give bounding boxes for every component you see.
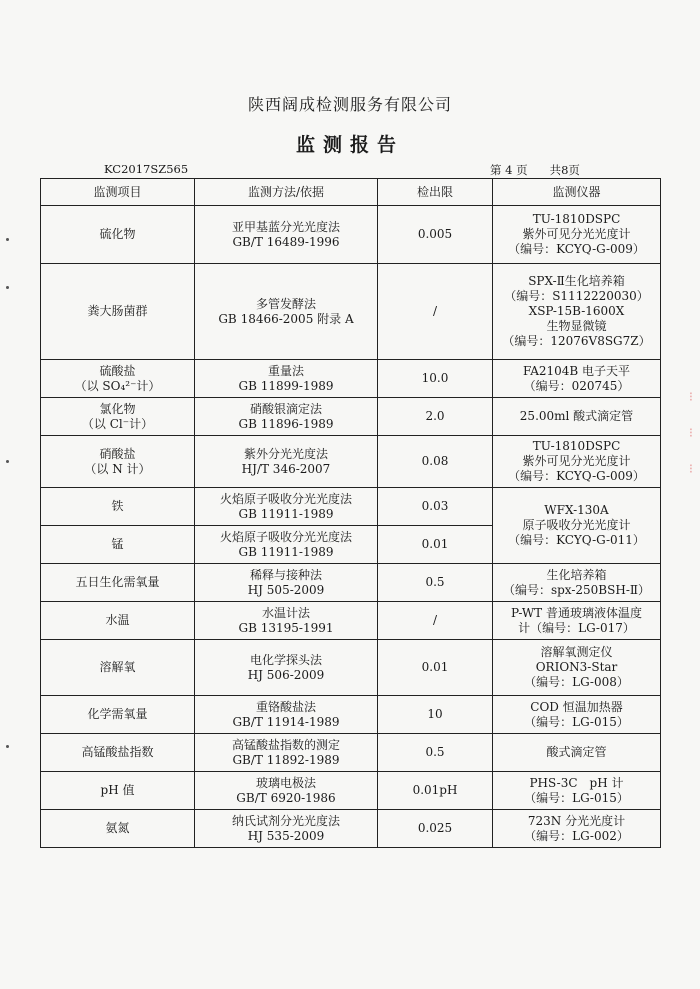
method-cell bbox=[195, 526, 378, 564]
item-cell bbox=[41, 488, 195, 526]
item-cell bbox=[41, 810, 195, 848]
margin-mark bbox=[6, 238, 9, 241]
instrument-cell bbox=[493, 488, 661, 564]
table-row bbox=[41, 398, 661, 436]
table-row bbox=[41, 264, 661, 360]
margin-mark bbox=[6, 745, 9, 748]
limit-cell: 0.01 bbox=[378, 526, 493, 564]
item-cell-line: 化学需氧量 bbox=[87, 707, 148, 721]
method-cell-line: GB 11911-1989 bbox=[238, 506, 334, 521]
item-cell bbox=[41, 640, 195, 696]
report-title: 监测报告 bbox=[295, 134, 404, 156]
instrument-cell-line: 25.00ml 酸式滴定管 bbox=[519, 409, 634, 423]
method-cell bbox=[195, 264, 378, 360]
method-cell-line: GB 11911-1989 bbox=[238, 544, 334, 559]
item-cell-line: 硝酸盐 bbox=[99, 446, 136, 461]
method-cell bbox=[195, 772, 378, 810]
instrument-cell-line: （编号：LG-015） bbox=[524, 790, 629, 805]
instrument-cell-line: SPX-Ⅱ生化培养箱 bbox=[528, 274, 625, 288]
instrument-cell bbox=[493, 602, 661, 640]
method-cell bbox=[195, 436, 378, 488]
instrument-cell-line: P-WT 普通玻璃液体温度 bbox=[511, 605, 642, 620]
instrument-cell-line: （编号：12076V8SG7Z） bbox=[502, 334, 651, 348]
method-cell-line: GB 11896-1989 bbox=[238, 416, 334, 431]
table-row bbox=[41, 640, 661, 696]
report-meta bbox=[40, 162, 660, 178]
item-cell bbox=[41, 436, 195, 488]
instrument-cell-line: 723N 分光光度计 bbox=[527, 813, 626, 828]
method-cell-line: GB/T 6920-1986 bbox=[236, 790, 336, 805]
method-cell-line: 重量法 bbox=[267, 363, 304, 378]
instrument-cell-line: 计（编号：LG-017） bbox=[518, 620, 635, 635]
item-cell bbox=[41, 526, 195, 564]
item-cell bbox=[41, 734, 195, 772]
method-cell bbox=[195, 696, 378, 734]
seal-stamp-fragment: ⁝ ⁝ ⁝ bbox=[688, 390, 694, 477]
item-cell-line: 氯化物 bbox=[99, 401, 136, 416]
limit-cell: 0.03 bbox=[378, 488, 493, 526]
instrument-cell-line: 生物显微镜 bbox=[546, 319, 607, 333]
instrument-cell-line: TU-1810DSPC bbox=[532, 439, 621, 453]
limit-cell: 0.005 bbox=[378, 206, 493, 264]
item-cell-line: 粪大肠菌群 bbox=[87, 304, 148, 318]
item-cell-line: 五日生化需氧量 bbox=[75, 575, 160, 589]
item-cell-line: 硫化物 bbox=[99, 227, 136, 241]
limit-cell: 0.08 bbox=[378, 436, 493, 488]
item-cell bbox=[41, 772, 195, 810]
instrument-cell-line: （编号：KCYQ-G-011） bbox=[508, 533, 645, 547]
instrument-cell bbox=[493, 436, 661, 488]
instrument-cell bbox=[493, 810, 661, 848]
item-cell-line: 溶解氧 bbox=[99, 660, 136, 674]
instrument-cell-line: （编号：S1112220030） bbox=[504, 289, 649, 303]
instrument-cell-line: 生化培养箱 bbox=[546, 567, 607, 582]
method-cell bbox=[195, 640, 378, 696]
method-cell-line: 亚甲基蓝分光光度法 bbox=[231, 219, 340, 234]
company-name: 陕西阔成检测服务有限公司 bbox=[247, 95, 452, 114]
method-cell-line: HJ/T 346-2007 bbox=[241, 461, 331, 476]
item-cell bbox=[41, 564, 195, 602]
method-cell-line: GB 11899-1989 bbox=[238, 378, 334, 393]
item-cell-line: （以 N 计） bbox=[84, 461, 151, 476]
method-cell bbox=[195, 398, 378, 436]
table-row bbox=[41, 602, 661, 640]
item-cell bbox=[41, 602, 195, 640]
instrument-cell-line: （编号：KCYQ-G-009） bbox=[508, 469, 645, 483]
limit-cell: 0.01 bbox=[378, 640, 493, 696]
method-cell-line: 纳氏试剂分光光度法 bbox=[231, 813, 340, 828]
page-total: 共8页 bbox=[549, 163, 580, 177]
method-cell-line: GB 18466-2005 附录 A bbox=[218, 311, 354, 326]
method-cell bbox=[195, 360, 378, 398]
instrument-cell-line: XSP-15B-1600X bbox=[528, 304, 625, 318]
method-cell-line: GB/T 11892-1989 bbox=[232, 752, 340, 767]
instrument-cell-line: 原子吸收分光光度计 bbox=[522, 518, 631, 532]
instrument-cell bbox=[493, 564, 661, 602]
item-cell bbox=[41, 360, 195, 398]
instrument-cell bbox=[493, 772, 661, 810]
method-cell-line: 重铬酸盐法 bbox=[255, 699, 316, 714]
limit-cell: 10.0 bbox=[378, 360, 493, 398]
limit-cell: 2.0 bbox=[378, 398, 493, 436]
limit-cell: / bbox=[378, 602, 493, 640]
item-cell bbox=[41, 398, 195, 436]
report-number: KC2017SZ565 bbox=[104, 162, 189, 176]
item-cell-line: 铁 bbox=[111, 499, 124, 513]
instrument-cell bbox=[493, 696, 661, 734]
monitoring-table bbox=[40, 178, 661, 848]
instrument-cell-line: （编号：KCYQ-G-009） bbox=[508, 242, 645, 256]
method-cell-line: 高锰酸盐指数的测定 bbox=[231, 737, 340, 752]
table-row bbox=[41, 488, 661, 526]
instrument-cell-line: TU-1810DSPC bbox=[532, 212, 621, 226]
col-header-method: 监测方法/依据 bbox=[195, 179, 378, 206]
method-cell-line: 紫外分光光度法 bbox=[243, 446, 328, 461]
instrument-cell-line: FA2104B 电子天平 bbox=[522, 363, 631, 378]
instrument-cell bbox=[493, 206, 661, 264]
item-cell-line: pH 值 bbox=[100, 783, 135, 797]
instrument-cell-line: （编号：LG-002） bbox=[524, 828, 629, 843]
page-indicator bbox=[490, 162, 580, 178]
item-cell bbox=[41, 264, 195, 360]
limit-cell: 0.01pH bbox=[378, 772, 493, 810]
instrument-cell-line: PHS-3C pH 计 bbox=[529, 775, 624, 790]
method-cell bbox=[195, 734, 378, 772]
margin-mark bbox=[6, 460, 9, 463]
method-cell-line: GB 13195-1991 bbox=[238, 620, 334, 635]
margin-mark bbox=[6, 286, 9, 289]
method-cell-line: HJ 506-2009 bbox=[247, 667, 325, 682]
table-row bbox=[41, 564, 661, 602]
method-cell-line: HJ 535-2009 bbox=[247, 828, 325, 843]
method-cell-line: 稀释与接种法 bbox=[249, 567, 322, 582]
instrument-cell-line: （编号：LG-015） bbox=[524, 714, 629, 729]
method-cell-line: 电化学探头法 bbox=[249, 652, 322, 667]
method-cell-line: 多管发酵法 bbox=[255, 296, 316, 311]
instrument-cell-line: （编号：spx-250BSH-Ⅱ） bbox=[502, 582, 651, 597]
method-cell-line: 火焰原子吸收分光光度法 bbox=[219, 529, 352, 544]
page-current: 第 4 页 bbox=[490, 163, 528, 177]
instrument-cell-line: WFX-130A bbox=[544, 503, 609, 517]
method-cell-line: 玻璃电极法 bbox=[255, 775, 316, 790]
item-cell bbox=[41, 696, 195, 734]
item-cell-line: 锰 bbox=[111, 537, 124, 551]
limit-cell: 0.025 bbox=[378, 810, 493, 848]
method-cell-line: 硝酸银滴定法 bbox=[249, 401, 322, 416]
instrument-cell bbox=[493, 398, 661, 436]
instrument-cell-line: （编号：020745） bbox=[523, 378, 630, 393]
limit-cell: / bbox=[378, 264, 493, 360]
item-cell-line: （以 Cl⁻计） bbox=[81, 416, 154, 431]
table-row bbox=[41, 206, 661, 264]
instrument-cell-line: 溶解氧测定仪 bbox=[540, 645, 613, 659]
method-cell-line: HJ 505-2009 bbox=[247, 582, 325, 597]
col-header-item: 监测项目 bbox=[41, 179, 195, 206]
item-cell-line: 硫酸盐 bbox=[99, 363, 136, 378]
method-cell-line: 火焰原子吸收分光光度法 bbox=[219, 491, 352, 506]
table-header-row bbox=[41, 179, 661, 206]
item-cell-line: 氨氮 bbox=[105, 821, 130, 835]
instrument-cell-line: （编号：LG-008） bbox=[524, 675, 629, 689]
method-cell-line: 水温计法 bbox=[261, 605, 310, 620]
method-cell bbox=[195, 488, 378, 526]
item-cell-line: 水温 bbox=[105, 613, 130, 627]
method-cell bbox=[195, 564, 378, 602]
instrument-cell bbox=[493, 264, 661, 360]
table-row bbox=[41, 772, 661, 810]
limit-cell: 0.5 bbox=[378, 564, 493, 602]
instrument-cell bbox=[493, 640, 661, 696]
col-header-instrument: 监测仪器 bbox=[493, 179, 661, 206]
instrument-cell-line: 酸式滴定管 bbox=[546, 745, 607, 759]
method-cell-line: GB/T 16489-1996 bbox=[232, 234, 340, 249]
table-row bbox=[41, 734, 661, 772]
method-cell bbox=[195, 602, 378, 640]
limit-cell: 10 bbox=[378, 696, 493, 734]
col-header-limit: 检出限 bbox=[378, 179, 493, 206]
limit-cell: 0.5 bbox=[378, 734, 493, 772]
table-row bbox=[41, 436, 661, 488]
instrument-cell bbox=[493, 360, 661, 398]
instrument-cell-line: 紫外可见分光光度计 bbox=[522, 454, 631, 468]
table-body bbox=[41, 206, 661, 848]
instrument-cell bbox=[493, 734, 661, 772]
table-row bbox=[41, 360, 661, 398]
item-cell-line: （以 SO₄²⁻计） bbox=[74, 378, 161, 393]
method-cell bbox=[195, 810, 378, 848]
instrument-cell-line: 紫外可见分光光度计 bbox=[522, 227, 631, 241]
table-row bbox=[41, 810, 661, 848]
instrument-cell-line: ORION3-Star bbox=[535, 660, 618, 674]
instrument-cell-line: COD 恒温加热器 bbox=[530, 699, 623, 714]
item-cell bbox=[41, 206, 195, 264]
item-cell-line: 高锰酸盐指数 bbox=[81, 745, 154, 759]
method-cell bbox=[195, 206, 378, 264]
method-cell-line: GB/T 11914-1989 bbox=[232, 714, 340, 729]
table-row bbox=[41, 696, 661, 734]
